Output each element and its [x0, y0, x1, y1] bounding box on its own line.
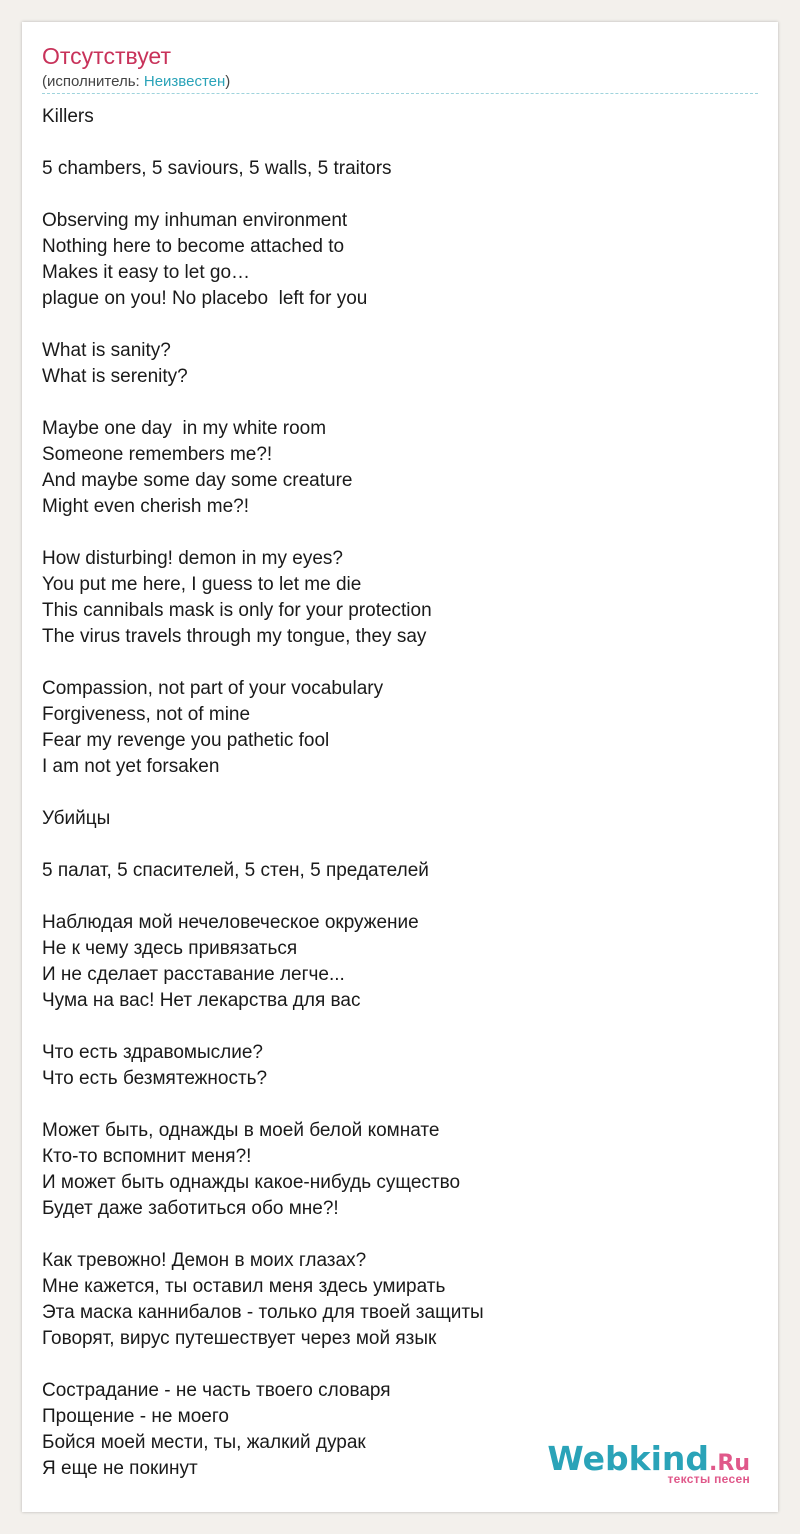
lyric-line	[42, 832, 484, 858]
lyrics-card	[22, 22, 778, 1512]
lyric-line	[42, 650, 484, 676]
lyric-line: Forgiveness, not of mine	[42, 704, 251, 725]
lyric-line: Прощение - не моего	[42, 1406, 229, 1427]
artist-line	[42, 72, 230, 92]
lyric-line: plague on you! No placebo left for you	[42, 288, 368, 309]
lyrics-text	[42, 104, 484, 1482]
lyric-line: Что есть безмятежность?	[42, 1068, 268, 1089]
lyric-line: И не сделает расставание легче...	[42, 964, 345, 985]
header-divider	[42, 93, 758, 94]
lyric-line: Observing my inhuman environment	[42, 210, 348, 231]
lyric-line: Might even cherish me?!	[42, 496, 249, 517]
lyric-line: Compassion, not part of your vocabulary	[42, 678, 384, 699]
song-title: Отсутствует	[42, 43, 171, 69]
lyric-line: Killers	[42, 106, 94, 127]
lyric-line: Мне кажется, ты оставил меня здесь умирать	[42, 1276, 446, 1297]
lyric-line: И может быть однажды какое-нибудь существо	[42, 1172, 461, 1193]
lyric-line: Fear my revenge you pathetic fool	[42, 730, 330, 751]
lyric-line: Наблюдая мой нечеловеческое окружение	[42, 912, 419, 933]
lyric-line	[42, 1222, 484, 1248]
lyric-line	[42, 1352, 484, 1378]
lyric-line: Someone remembers me?!	[42, 444, 273, 465]
lyric-line: Не к чему здесь привязаться	[42, 938, 298, 959]
lyric-line: I am not yet forsaken	[42, 756, 220, 777]
lyric-line: What is sanity?	[42, 340, 171, 361]
logo-ru: .Ru	[709, 1451, 750, 1476]
lyric-line: 5 палат, 5 спасителей, 5 стен, 5 предателей	[42, 860, 429, 881]
lyric-line: Бойся моей мести, ты, жалкий дурак	[42, 1432, 366, 1453]
lyric-line: Я еще не покинут	[42, 1458, 198, 1479]
lyric-line: Что есть здравомыслие?	[42, 1042, 263, 1063]
lyric-line: This cannibals mask is only for your protection	[42, 600, 432, 621]
lyric-line: 5 chambers, 5 saviours, 5 walls, 5 traitors	[42, 158, 392, 179]
lyric-line	[42, 130, 484, 156]
lyric-line	[42, 884, 484, 910]
webkind-logo[interactable]	[547, 1439, 750, 1486]
artist-suffix: )	[225, 73, 231, 90]
lyric-line: Как тревожно! Демон в моих глазах?	[42, 1250, 367, 1271]
lyric-line: Будет даже заботиться обо мне?!	[42, 1198, 339, 1219]
lyric-line	[42, 1092, 484, 1118]
lyric-line	[42, 780, 484, 806]
lyric-line: Может быть, однажды в моей белой комнате	[42, 1120, 440, 1141]
lyric-line: How disturbing! demon in my eyes?	[42, 548, 343, 569]
lyric-line: Эта маска каннибалов - только для твоей защиты	[42, 1302, 484, 1323]
lyric-line: What is serenity?	[42, 366, 188, 387]
lyric-line: Makes it easy to let go…	[42, 262, 251, 283]
lyric-line: Сострадание - не часть твоего словаря	[42, 1380, 391, 1401]
lyric-line	[42, 312, 484, 338]
lyric-line: You put me here, I guess to let me die	[42, 574, 362, 595]
lyric-line	[42, 520, 484, 546]
lyric-line	[42, 390, 484, 416]
artist-link[interactable]: Неизвестен	[143, 73, 226, 90]
lyric-line	[42, 182, 484, 208]
lyric-line: The virus travels through my tongue, they say	[42, 626, 427, 647]
lyric-line: Кто-то вспомнит меня?!	[42, 1146, 252, 1167]
lyric-line: Nothing here to become attached to	[42, 236, 345, 257]
artist-prefix: (исполнитель:	[42, 73, 144, 90]
lyric-line: Говорят, вирус путешествует через мой язык	[42, 1328, 437, 1349]
lyric-line	[42, 1014, 484, 1040]
lyric-line: And maybe some day some creature	[42, 470, 353, 491]
lyric-line: Maybe one day in my white room	[42, 418, 327, 439]
logo-tagline: тексты песен	[667, 1472, 750, 1486]
lyric-line: Чума на вас! Нет лекарства для вас	[42, 990, 361, 1011]
lyric-line: Убийцы	[42, 808, 111, 829]
logo-web: Webkind	[547, 1439, 710, 1478]
